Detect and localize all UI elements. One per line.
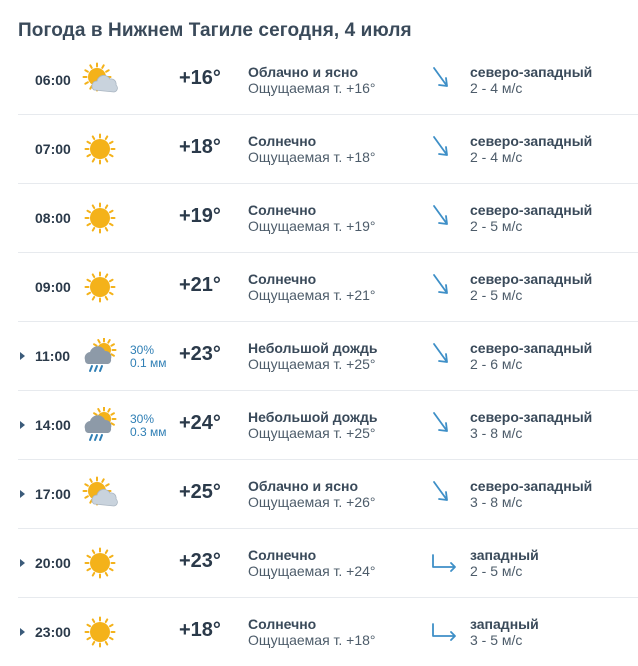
forecast-row[interactable] [18, 391, 638, 460]
feels-like-text: Ощущаемая т. +24° [248, 563, 376, 579]
wind-arrow-nw-icon [431, 135, 451, 161]
feels-like-text: Ощущаемая т. +18° [248, 632, 376, 648]
rain-cloud-sun-icon [82, 407, 118, 443]
forecast-row[interactable] [18, 46, 638, 115]
condition-block [248, 616, 376, 648]
wind-direction: северо-западный [470, 64, 593, 80]
condition-text: Облачно и ясно [248, 478, 359, 494]
condition-block [248, 340, 377, 372]
wind-arrow-nw-icon [431, 66, 451, 92]
wind-block [470, 340, 592, 372]
condition-text: Облачно и ясно [248, 64, 359, 80]
feels-like-text: Ощущаемая т. +19° [248, 218, 376, 234]
expand-arrow-icon[interactable] [20, 559, 25, 567]
forecast-row[interactable] [18, 598, 638, 666]
wind-direction: северо-западный [470, 271, 593, 287]
wind-arrow-w-icon [431, 618, 459, 644]
wind-block [470, 271, 592, 303]
precipitation-info [130, 344, 167, 370]
condition-block [248, 271, 376, 303]
condition-block [248, 64, 376, 96]
wind-speed: 2 - 4 м/с [470, 149, 523, 165]
precipitation-info [130, 413, 167, 439]
precipitation-chance: 30% [130, 343, 155, 357]
forecast-row[interactable] [18, 184, 638, 253]
wind-arrow-nw-icon [431, 342, 451, 368]
forecast-row[interactable] [18, 115, 638, 184]
row-time: 07:00 [35, 141, 71, 157]
temperature: +25° [179, 481, 221, 503]
wind-direction: северо-западный [470, 133, 593, 149]
wind-direction: северо-западный [470, 202, 593, 218]
wind-speed: 2 - 6 м/с [470, 356, 523, 372]
wind-block [470, 616, 539, 648]
condition-block [248, 133, 376, 165]
wind-direction: северо-западный [470, 340, 593, 356]
wind-speed: 3 - 8 м/с [470, 425, 523, 441]
wind-arrow-nw-icon [431, 273, 451, 299]
wind-block [470, 133, 592, 165]
sun-icon [82, 200, 118, 236]
feels-like-text: Ощущаемая т. +18° [248, 149, 376, 165]
feels-like-text: Ощущаемая т. +21° [248, 287, 376, 303]
precipitation-amount: 0.3 мм [130, 425, 167, 439]
partly-cloudy-icon [82, 476, 118, 512]
precipitation-chance: 30% [130, 412, 155, 426]
expand-arrow-icon[interactable] [20, 628, 25, 636]
row-time: 08:00 [35, 210, 71, 226]
wind-speed: 2 - 5 м/с [470, 287, 523, 303]
wind-direction: западный [470, 616, 539, 632]
wind-speed: 2 - 5 м/с [470, 563, 523, 579]
temperature: +23° [179, 343, 221, 365]
rain-cloud-sun-icon [82, 338, 118, 374]
row-time: 09:00 [35, 279, 71, 295]
wind-speed: 3 - 8 м/с [470, 494, 523, 510]
wind-direction: северо-западный [470, 409, 593, 425]
wind-arrow-nw-icon [431, 204, 451, 230]
condition-block [248, 409, 377, 441]
wind-direction: западный [470, 547, 539, 563]
temperature: +19° [179, 205, 221, 227]
row-time: 17:00 [35, 486, 71, 502]
row-time: 14:00 [35, 417, 71, 433]
wind-block [470, 202, 592, 234]
row-time: 20:00 [35, 555, 71, 571]
condition-block [248, 547, 376, 579]
temperature: +16° [179, 67, 221, 89]
wind-arrow-w-icon [431, 549, 459, 575]
forecast-row[interactable] [18, 322, 638, 391]
page-title: Погода в Нижнем Тагиле сегодня, 4 июля [18, 20, 412, 41]
sun-icon [82, 614, 118, 650]
feels-like-text: Ощущаемая т. +16° [248, 80, 376, 96]
temperature: +23° [179, 550, 221, 572]
hourly-forecast-list [0, 46, 638, 666]
forecast-row[interactable] [18, 460, 638, 529]
condition-text: Солнечно [248, 202, 317, 218]
wind-speed: 3 - 5 м/с [470, 632, 523, 648]
row-time: 23:00 [35, 624, 71, 640]
wind-block [470, 409, 592, 441]
forecast-row[interactable] [18, 529, 638, 598]
expand-arrow-icon[interactable] [20, 421, 25, 429]
partly-cloudy-icon [82, 62, 118, 98]
wind-speed: 2 - 5 м/с [470, 218, 523, 234]
condition-text: Солнечно [248, 133, 317, 149]
sun-icon [82, 131, 118, 167]
condition-block [248, 202, 376, 234]
sun-icon [82, 269, 118, 305]
condition-block [248, 478, 376, 510]
condition-text: Солнечно [248, 271, 317, 287]
feels-like-text: Ощущаемая т. +26° [248, 494, 376, 510]
condition-text: Небольшой дождь [248, 340, 378, 356]
condition-text: Солнечно [248, 616, 317, 632]
row-time: 06:00 [35, 72, 71, 88]
temperature: +21° [179, 274, 221, 296]
wind-block [470, 547, 539, 579]
feels-like-text: Ощущаемая т. +25° [248, 425, 376, 441]
wind-block [470, 478, 592, 510]
temperature: +18° [179, 619, 221, 641]
wind-direction: северо-западный [470, 478, 593, 494]
expand-arrow-icon[interactable] [20, 490, 25, 498]
wind-arrow-nw-icon [431, 480, 451, 506]
condition-text: Небольшой дождь [248, 409, 378, 425]
expand-arrow-icon[interactable] [20, 352, 25, 360]
wind-speed: 2 - 4 м/с [470, 80, 523, 96]
temperature: +24° [179, 412, 221, 434]
wind-block [470, 64, 592, 96]
wind-arrow-nw-icon [431, 411, 451, 437]
sun-icon [82, 545, 118, 581]
feels-like-text: Ощущаемая т. +25° [248, 356, 376, 372]
row-time: 11:00 [35, 348, 71, 364]
precipitation-amount: 0.1 мм [130, 356, 167, 370]
temperature: +18° [179, 136, 221, 158]
forecast-row[interactable] [18, 253, 638, 322]
condition-text: Солнечно [248, 547, 317, 563]
